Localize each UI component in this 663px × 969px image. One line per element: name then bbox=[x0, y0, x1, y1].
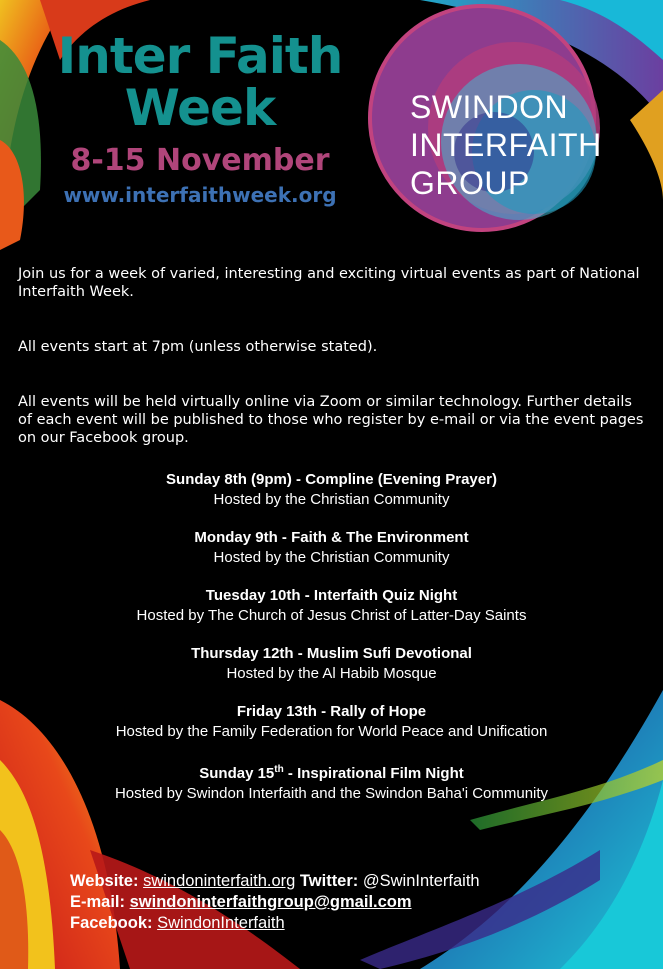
contact-line-website bbox=[70, 871, 480, 892]
event-host: Hosted by the Christian Community bbox=[213, 549, 450, 566]
event-title-day: Sunday 15 bbox=[199, 765, 275, 782]
logo-line-2: INTERFAITH bbox=[410, 127, 602, 163]
facebook-link[interactable]: SwindonInterfaith bbox=[157, 914, 285, 932]
event-list bbox=[0, 470, 663, 818]
website-link[interactable]: swindoninterfaith.org bbox=[143, 872, 296, 890]
event-title: Monday 9th - Faith & The Environment bbox=[194, 529, 469, 546]
event-host: Hosted by Swindon Interfaith and the Swindon Baha'i Community bbox=[114, 785, 549, 802]
event-item bbox=[0, 470, 663, 528]
intro-paragraph-2: All events start at 7pm (unless otherwise stated). bbox=[18, 339, 378, 355]
event-title bbox=[0, 760, 663, 784]
event-title: Tuesday 10th - Interfaith Quiz Night bbox=[205, 587, 458, 604]
event-title: Friday 13th - Rally of Hope bbox=[236, 703, 427, 720]
logo-line-1: SWINDON bbox=[410, 89, 569, 125]
intro-paragraph-1: Join us for a week of varied, interesting and exciting virtual events as part of National Interfaith Week. bbox=[18, 266, 640, 300]
intro-paragraph-3: All events will be held virtually online via Zoom or similar technology. Further details of each event will be published to those who register by e-mail or via the event pages on our Facebook group. bbox=[18, 394, 644, 446]
event-title-name: - Inspirational Film Night bbox=[283, 765, 464, 782]
event-item bbox=[0, 586, 663, 644]
event-host: Hosted by The Church of Jesus Christ of Latter-Day Saints bbox=[136, 607, 527, 624]
event-host: Hosted by the Al Habib Mosque bbox=[226, 665, 437, 682]
event-item bbox=[0, 528, 663, 586]
event-item bbox=[0, 760, 663, 818]
email-link[interactable]: swindoninterfaithgroup@gmail.com bbox=[129, 893, 412, 911]
event-header bbox=[40, 27, 360, 208]
interfaith-week-website[interactable]: www.interfaithweek.org bbox=[63, 183, 337, 207]
event-item bbox=[0, 644, 663, 702]
event-title: Sunday 8th (9pm) - Compline (Evening Prayer) bbox=[166, 471, 497, 488]
event-item bbox=[0, 702, 663, 760]
title-line-1: Inter Faith bbox=[57, 27, 343, 85]
event-host: Hosted by the Christian Community bbox=[213, 491, 450, 508]
website-label: Website: bbox=[70, 872, 139, 890]
twitter-label: Twitter: bbox=[299, 872, 359, 890]
facebook-label: Facebook: bbox=[70, 914, 153, 932]
contact-line-facebook bbox=[70, 913, 480, 934]
logo-line-3: GROUP bbox=[410, 165, 530, 201]
event-host: Hosted by the Family Federation for World Peace and Unification bbox=[115, 723, 548, 740]
logo-text bbox=[410, 88, 610, 202]
title-line-2: Week bbox=[124, 79, 276, 137]
event-title: Thursday 12th - Muslim Sufi Devotional bbox=[191, 645, 472, 662]
contact-block bbox=[70, 871, 480, 934]
event-title-suffix: th bbox=[274, 764, 284, 775]
email-label: E-mail: bbox=[70, 893, 126, 911]
contact-line-email bbox=[70, 892, 480, 913]
event-dates: 8-15 November bbox=[70, 143, 330, 178]
twitter-handle[interactable]: @SwinInterfaith bbox=[362, 872, 480, 890]
